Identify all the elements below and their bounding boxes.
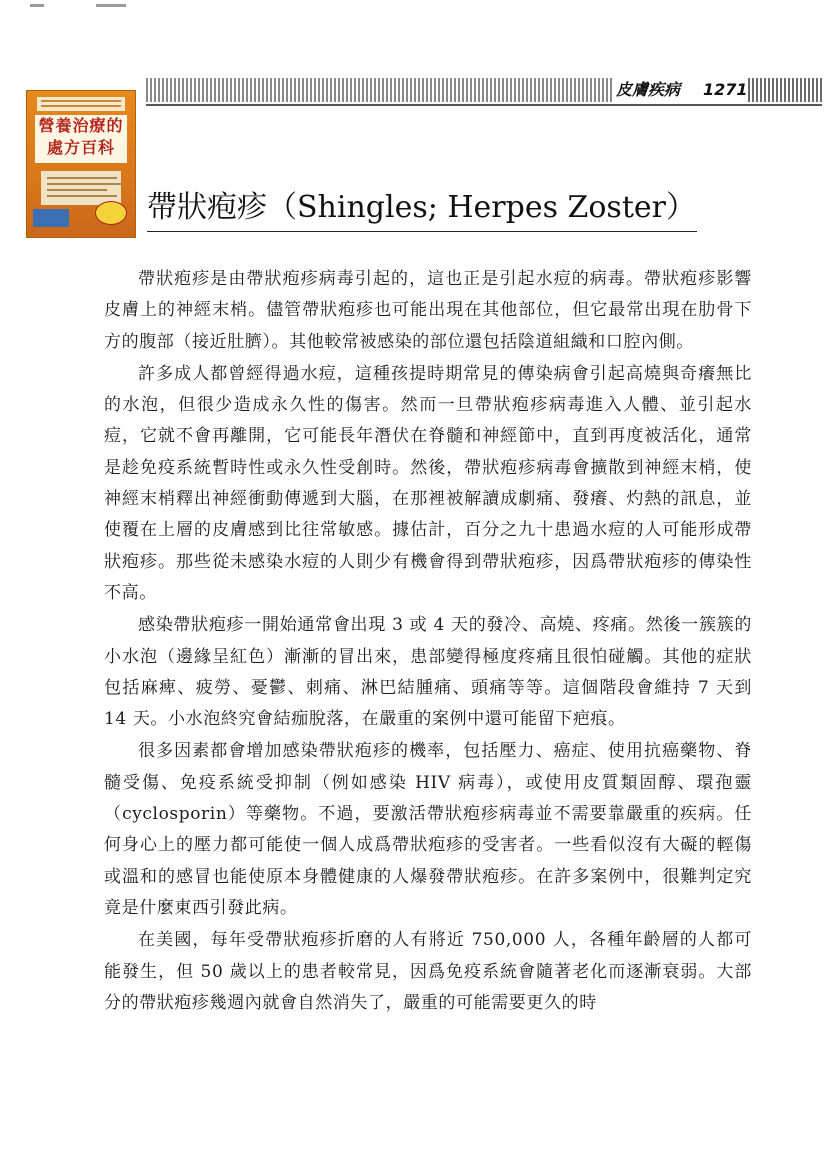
cover-top-band (37, 97, 125, 111)
page-number: 1271 (703, 80, 748, 99)
scan-mark (30, 4, 44, 7)
cover-title-line2: 處方百科 (46, 138, 115, 157)
paragraph: 感染帶狀疱疹一開始通常會出現 3 或 4 天的發冷、高燒、疼痛。然後一簇簇的小水泡（邊緣呈紅色）漸漸的冒出來，患部變得極度疼痛且很怕碰觸。其他的症狀包括麻痺、疲勞、憂鬱、刺痛、淋巴結腫痛、頭痛等等。這個階段會維持 7 天到 14 天。小水泡終究會結痂脫落，在嚴重的案例中還可能留下疤痕。 (104, 615, 752, 730)
header-pattern-right (748, 78, 822, 102)
cover-title-line1: 營養治療的 (38, 116, 124, 135)
paragraph: 很多因素都會增加感染帶狀疱疹的機率，包括壓力、癌症、使用抗癌藥物、脊髓受傷、免疫系統受抑制（例如感染 HIV 病毒），或使用皮質類固醇、環孢靈（cyclosporin）等藥物。不過，要激活帶狀疱疹病毒並不需要靠嚴重的疾病。任何身心上的壓力都可能使一個人成爲帶狀疱疹的受害者。一些看似沒有大礙的輕傷或溫和的感冒也能使原本身體健康的人爆發帶狀疱疹。在許多案例中，很難判定究竟是什麼東西引發此病。 (104, 741, 752, 918)
paragraph: 在美國，每年受帶狀疱疹折磨的人有將近 750,000 人，各種年齡層的人都可能發生，但 50 歲以上的患者較常見，因爲免疫系統會隨著老化而逐漸衰弱。大部分的帶狀疱疹幾週內就會自然消失了，嚴重的可能需要更久的時 (104, 930, 752, 1013)
article-body (104, 264, 752, 1020)
chapter-title: 帶狀疱疹（Shingles; Herpes Zoster） (147, 190, 696, 225)
header-rule (146, 104, 822, 106)
cover-title (35, 115, 127, 163)
header-pattern (146, 78, 612, 102)
running-header-section: 皮膚疾病 (616, 80, 681, 99)
paragraph: 帶狀疱疹是由帶狀疱疹病毒引起的，這也正是引起水痘的病毒。帶狀疱疹影響皮膚上的神經末梢。儘管帶狀疱疹也可能出現在其他部位，但它最常出現在肋骨下方的腹部（接近肚臍）。其他較常被感染的部位還包括陰道組織和口腔內側。 (104, 269, 752, 352)
cover-bottom-block (33, 209, 69, 227)
book-cover-image (26, 90, 136, 238)
paragraph: 許多成人都曾經得過水痘，這種孩提時期常見的傳染病會引起高燒與奇癢無比的水泡，但很少造成永久性的傷害。然而一旦帶狀疱疹病毒進入人體、並引起水痘，它就不會再離開，它可能長年潛伏在脊髓和神經節中，直到再度被活化，通常是趁免疫系統暫時性或永久性受創時。然後，帶狀疱疹病毒會擴散到神經末梢，使神經末梢釋出神經衝動傳遞到大腦，在那裡被解讀成劇痛、發癢、灼熱的訊息，並使覆在上層的皮膚感到比往常敏感。據估計，百分之九十患過水痘的人可能形成帶狀疱疹。那些從未感染水痘的人則少有機會得到帶狀疱疹，因爲帶狀疱疹的傳染性不高。 (104, 363, 752, 603)
scan-mark (96, 4, 126, 7)
title-underline (147, 231, 697, 232)
cover-badge (95, 201, 127, 225)
cover-panel (41, 171, 121, 205)
